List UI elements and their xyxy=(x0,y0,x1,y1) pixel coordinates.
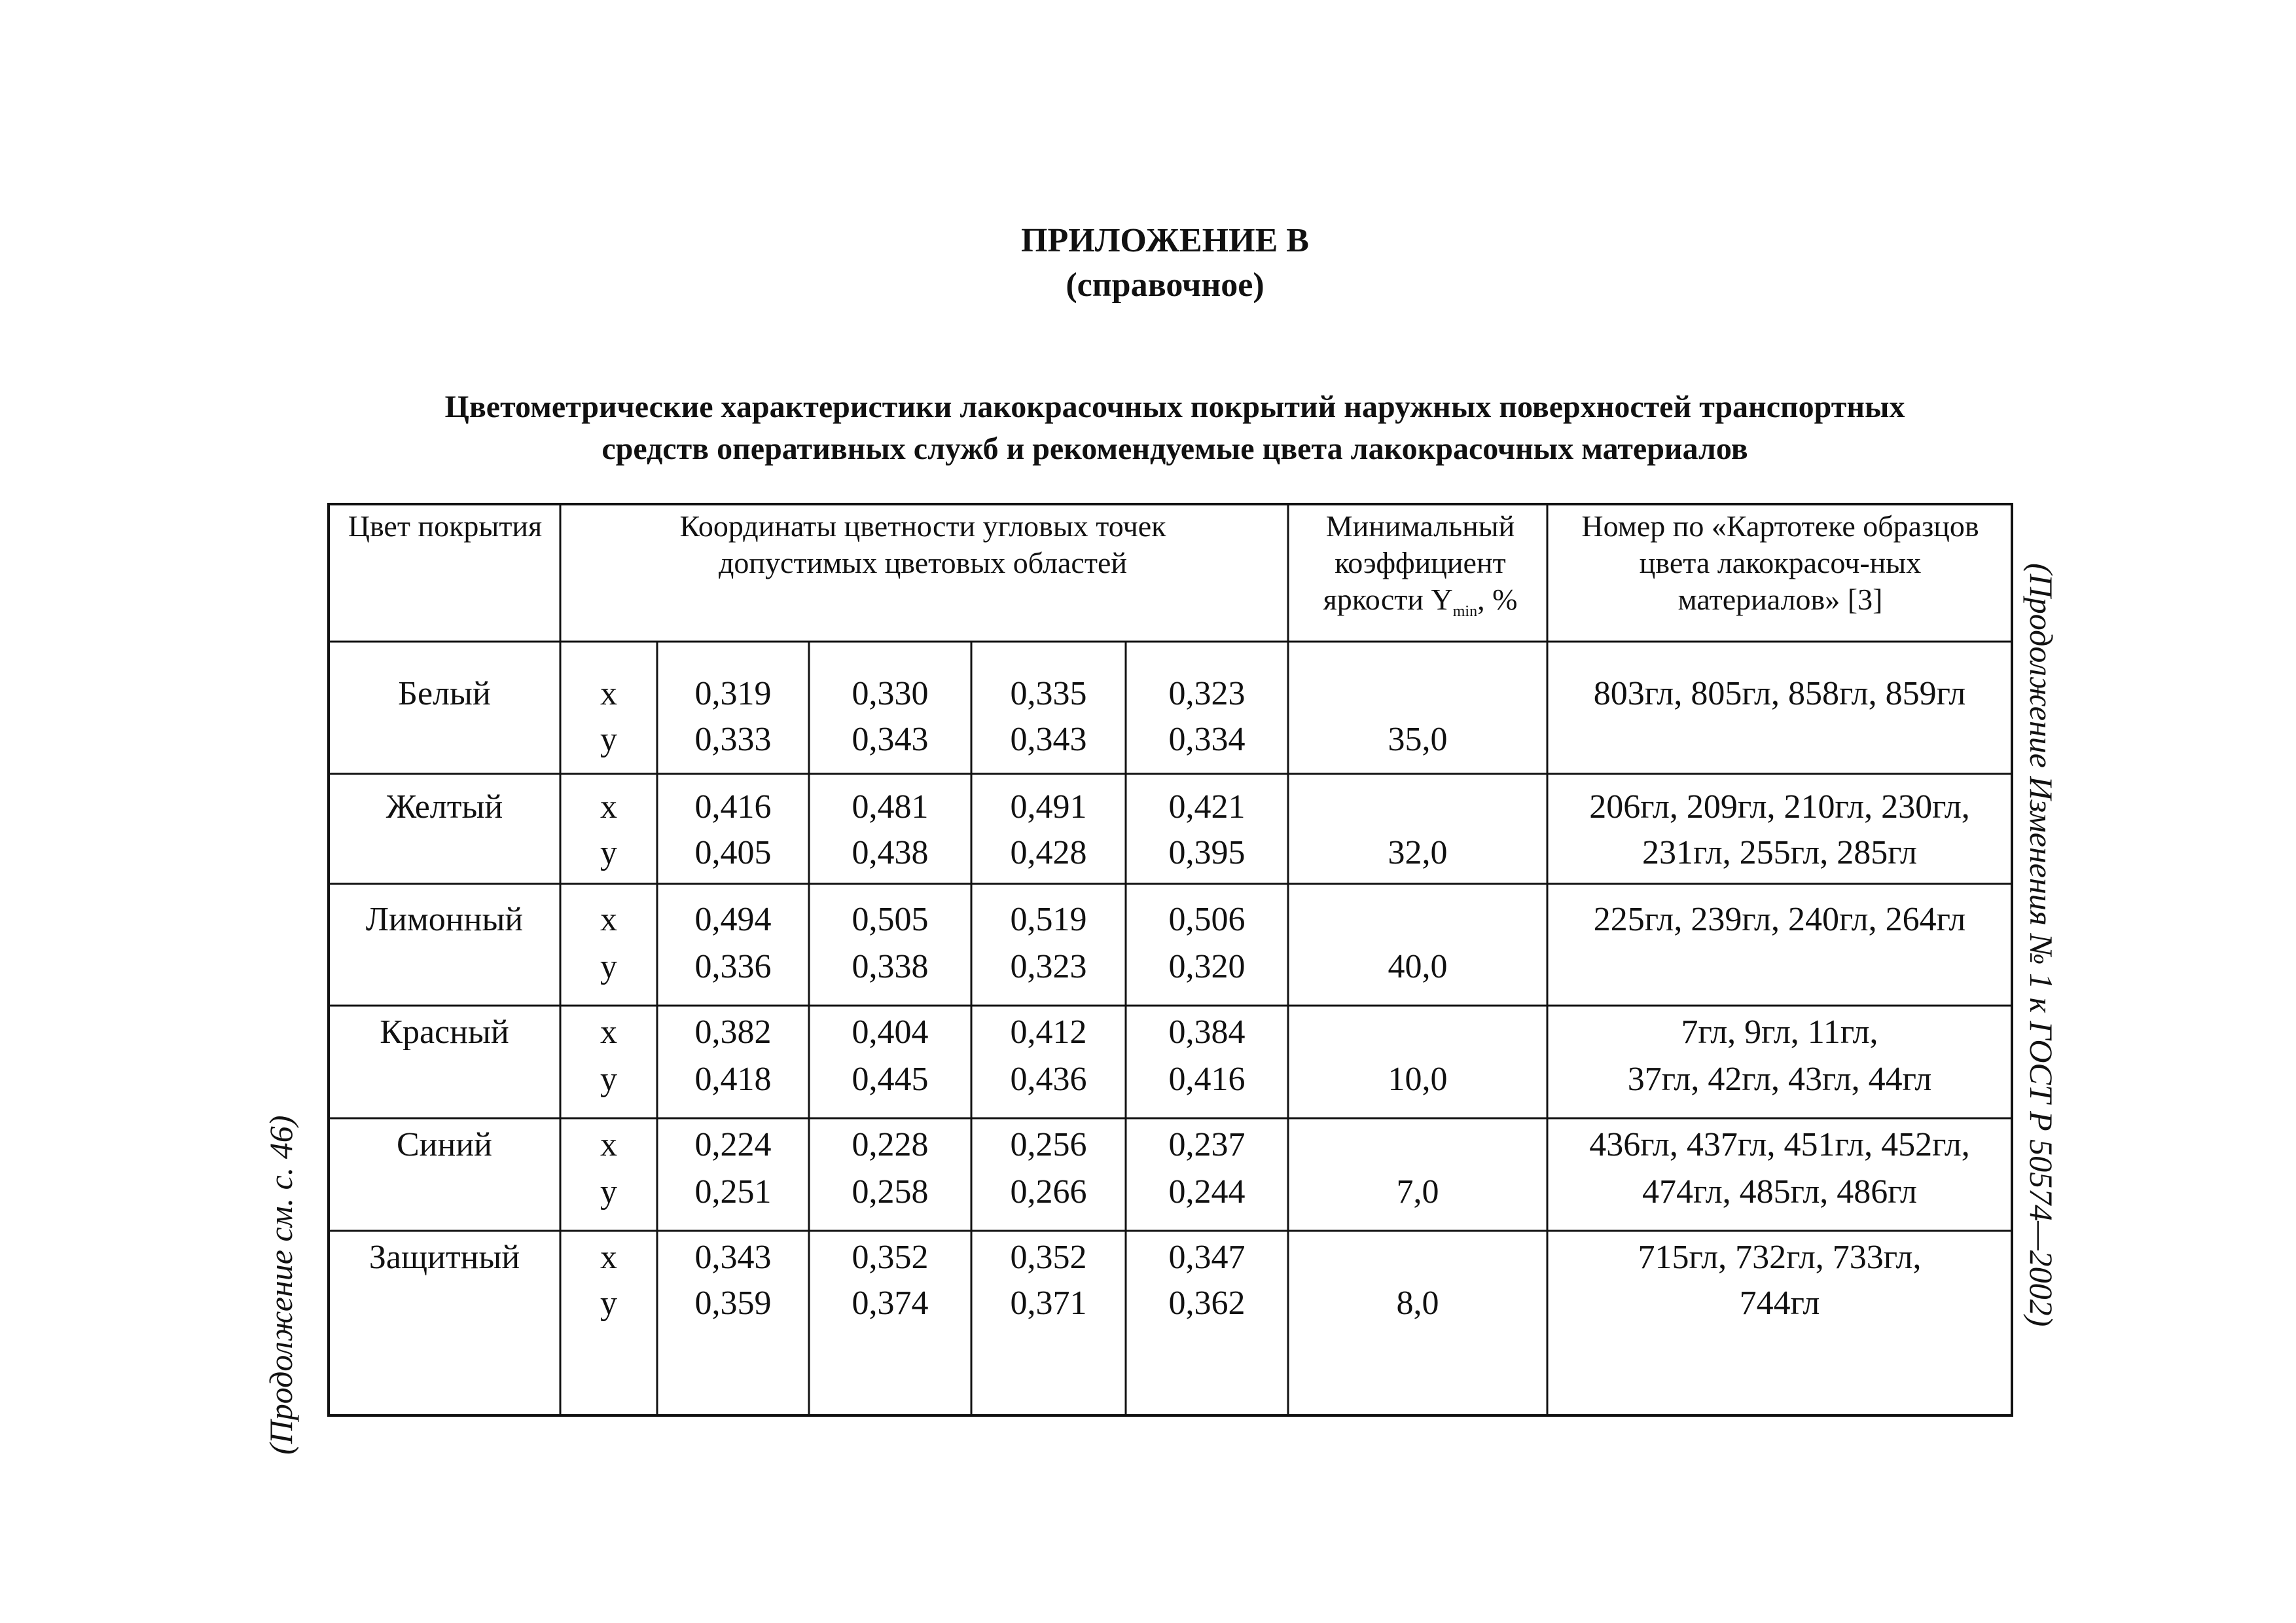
y-coordinate: 0,343 xyxy=(852,721,929,758)
color-name: Красный xyxy=(380,1013,509,1051)
y-coordinate: 0,436 xyxy=(1010,1061,1087,1098)
y-coordinate: 0,374 xyxy=(852,1285,929,1322)
y-coordinate: 0,445 xyxy=(852,1061,929,1098)
x-coordinate: 0,224 xyxy=(694,1126,772,1163)
color-name: Желтый xyxy=(386,788,503,826)
x-coordinate: 0,412 xyxy=(1010,1013,1087,1051)
header-coordinates: Координаты цветности угловых точек допустимых цветовых областей xyxy=(679,509,1166,579)
x-coordinate: 0,382 xyxy=(694,1013,772,1051)
y-coordinate: 0,438 xyxy=(852,834,929,871)
y-label: y xyxy=(600,721,617,758)
x-label: x xyxy=(600,1126,617,1163)
table-caption-line-2: средств оперативных служб и рекомендуемые цвета лакокрасочных материалов xyxy=(601,431,1748,466)
x-coordinate: 0,491 xyxy=(1010,788,1087,826)
y-coordinate: 0,416 xyxy=(1168,1061,1246,1098)
appendix-title: ПРИЛОЖЕНИЕ В xyxy=(1021,222,1309,259)
appendix-subtitle: (справочное) xyxy=(1066,266,1265,304)
brightness-value: 10,0 xyxy=(1388,1061,1448,1098)
x-label: x xyxy=(600,1013,617,1051)
x-coordinate: 0,352 xyxy=(852,1239,929,1276)
header-brightness-suffix: , % xyxy=(1477,583,1518,616)
x-coordinate: 0,335 xyxy=(1010,675,1087,712)
brightness-value: 40,0 xyxy=(1388,948,1448,985)
brightness-value: 32,0 xyxy=(1388,834,1448,871)
y-coordinate: 0,336 xyxy=(694,948,772,985)
x-label: x xyxy=(600,788,617,826)
catalog-numbers: 715гл, 732гл, 733гл, xyxy=(1638,1239,1922,1276)
header-brightness xyxy=(1296,508,1545,630)
y-coordinate: 0,395 xyxy=(1168,834,1246,871)
catalog-numbers: 803гл, 805гл, 858гл, 859гл xyxy=(1593,675,1966,712)
y-coordinate: 0,405 xyxy=(694,834,772,871)
x-coordinate: 0,343 xyxy=(694,1239,772,1276)
x-coordinate: 0,228 xyxy=(852,1126,929,1163)
y-coordinate: 0,323 xyxy=(1010,948,1087,985)
x-coordinate: 0,416 xyxy=(694,788,772,826)
x-coordinate: 0,506 xyxy=(1168,901,1246,938)
color-name: Синий xyxy=(397,1126,492,1163)
catalog-numbers: 206гл, 209гл, 210гл, 230гл, xyxy=(1589,788,1970,826)
catalog-numbers: 225гл, 239гл, 240гл, 264гл xyxy=(1593,901,1966,938)
y-coordinate: 0,338 xyxy=(852,948,929,985)
y-coordinate: 0,258 xyxy=(852,1173,929,1211)
x-coordinate: 0,421 xyxy=(1168,788,1246,826)
table-caption-line-1: Цветометрические характеристики лакокрасочных покрытий наружных поверхностей транспортных xyxy=(444,390,1905,424)
x-label: x xyxy=(600,675,617,712)
x-coordinate: 0,237 xyxy=(1168,1126,1246,1163)
color-name: Белый xyxy=(398,675,491,712)
x-coordinate: 0,384 xyxy=(1168,1013,1246,1051)
y-coordinate: 0,359 xyxy=(694,1285,772,1322)
brightness-value: 35,0 xyxy=(1388,721,1448,758)
y-label: y xyxy=(600,948,617,985)
color-name: Лимонный xyxy=(365,901,524,938)
header-brightness-subscript: min xyxy=(1452,603,1478,621)
y-label: y xyxy=(600,1061,617,1098)
y-coordinate: 0,362 xyxy=(1168,1285,1246,1322)
y-coordinate: 0,244 xyxy=(1168,1173,1246,1211)
y-label: y xyxy=(600,1285,617,1322)
header-catalog: Номер по «Картотеке образцов цвета лакокрасоч-ных материалов» [3] xyxy=(1581,509,1979,616)
y-coordinate: 0,334 xyxy=(1168,721,1246,758)
catalog-numbers: 7гл, 9гл, 11гл, xyxy=(1681,1013,1878,1051)
x-coordinate: 0,256 xyxy=(1010,1126,1087,1163)
y-label: y xyxy=(600,1173,617,1211)
y-coordinate: 0,371 xyxy=(1010,1285,1087,1322)
x-coordinate: 0,352 xyxy=(1010,1239,1087,1276)
catalog-numbers: 436гл, 437гл, 451гл, 452гл, xyxy=(1589,1126,1970,1163)
color-name: Защитный xyxy=(368,1239,520,1276)
catalog-numbers: 37гл, 42гл, 43гл, 44гл xyxy=(1627,1061,1932,1098)
header-brightness-text: Минимальный коэффициент яркости Y xyxy=(1323,509,1515,616)
header-color: Цвет покрытия xyxy=(348,509,543,543)
y-coordinate: 0,266 xyxy=(1010,1173,1087,1211)
x-coordinate: 0,330 xyxy=(852,675,929,712)
x-coordinate: 0,505 xyxy=(852,901,929,938)
y-coordinate: 0,251 xyxy=(694,1173,772,1211)
x-coordinate: 0,347 xyxy=(1168,1239,1246,1276)
continuation-note-right: (Продолжение Изменения № 1 к ГОСТ Р 50574—2002) xyxy=(2023,563,2060,1327)
x-coordinate: 0,519 xyxy=(1010,901,1087,938)
x-label: x xyxy=(600,901,617,938)
y-label: y xyxy=(600,834,617,871)
y-coordinate: 0,418 xyxy=(694,1061,772,1098)
x-coordinate: 0,319 xyxy=(694,675,772,712)
y-coordinate: 0,320 xyxy=(1168,948,1246,985)
x-coordinate: 0,323 xyxy=(1168,675,1246,712)
y-coordinate: 0,333 xyxy=(694,721,772,758)
x-coordinate: 0,494 xyxy=(694,901,772,938)
catalog-numbers: 744гл xyxy=(1739,1285,1820,1322)
x-coordinate: 0,404 xyxy=(852,1013,929,1051)
brightness-value: 8,0 xyxy=(1396,1285,1439,1322)
x-coordinate: 0,481 xyxy=(852,788,929,826)
brightness-value: 7,0 xyxy=(1396,1173,1439,1211)
continuation-note-left: (Продолжение см. с. 46) xyxy=(262,1115,299,1455)
y-coordinate: 0,428 xyxy=(1010,834,1087,871)
catalog-numbers: 231гл, 255гл, 285гл xyxy=(1642,834,1917,871)
y-coordinate: 0,343 xyxy=(1010,721,1087,758)
catalog-numbers: 474гл, 485гл, 486гл xyxy=(1642,1173,1917,1211)
x-label: x xyxy=(600,1239,617,1276)
